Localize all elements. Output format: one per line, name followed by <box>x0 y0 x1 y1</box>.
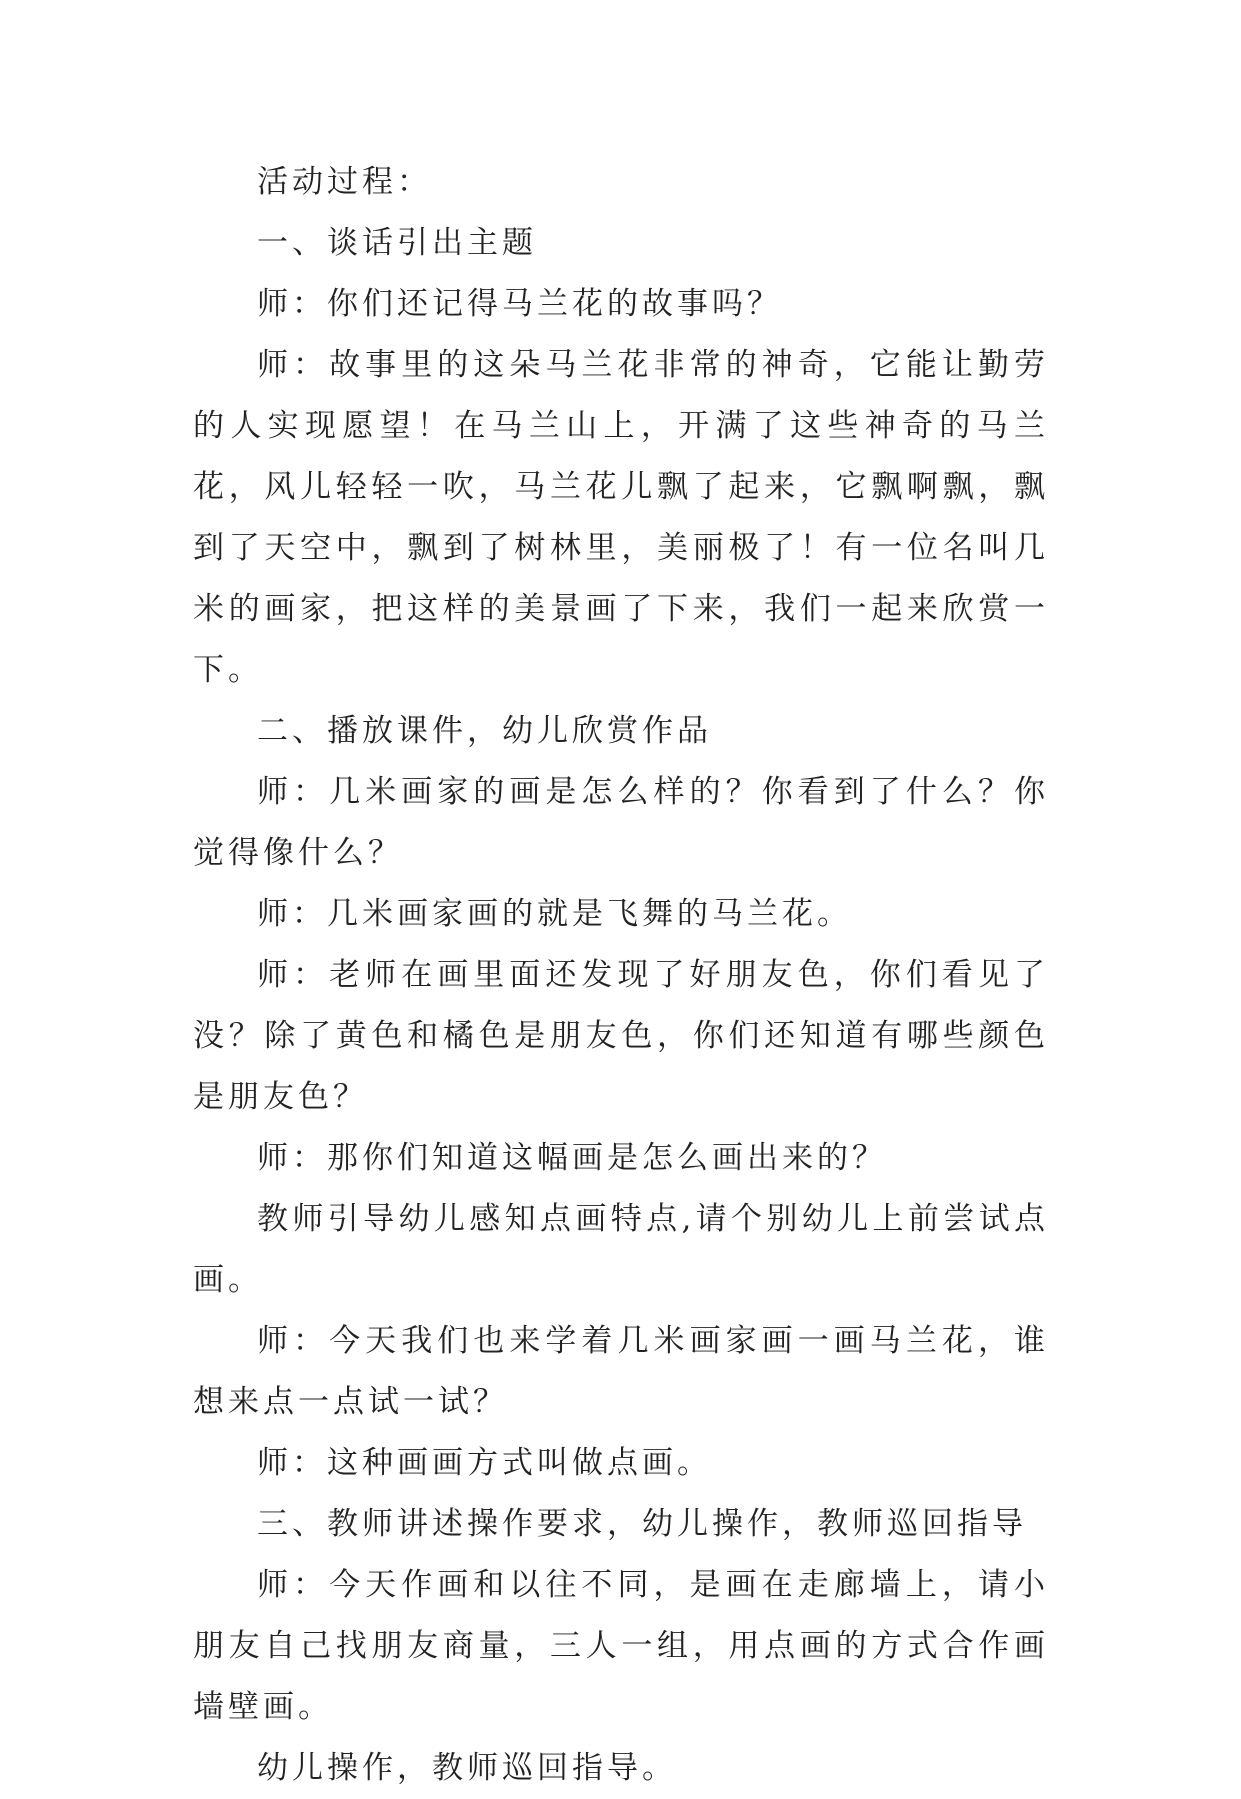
section-heading-3: 三、教师讲述操作要求，幼儿操作，教师巡回指导 <box>257 1506 1027 1542</box>
body-paragraph: 幼儿操作，教师巡回指导。 <box>257 1750 677 1786</box>
body-paragraph: 师：今天我们也来学着几米画家画一画马兰花，谁想来点一点试一试？ <box>193 1323 1049 1420</box>
body-paragraph: 师：你们还记得马兰花的故事吗？ <box>257 286 782 322</box>
section-heading-2: 二、播放课件，幼儿欣赏作品 <box>257 713 712 749</box>
body-paragraph: 师：几米画家画的就是飞舞的马兰花。 <box>257 896 852 932</box>
body-paragraph: 师：老师在画里面还发现了好朋友色，你们看见了没？除了黄色和橘色是朋友色，你们还知道有哪些颜色是朋友色？ <box>193 957 1049 1115</box>
body-paragraph: 师：几米画家的画是怎么样的？你看到了什么？你觉得像什么？ <box>193 774 1049 871</box>
section-heading-1: 一、谈话引出主题 <box>257 225 537 261</box>
body-paragraph: 师：这种画画方式叫做点画。 <box>257 1445 712 1481</box>
section-label-activity-process: 活动过程： <box>257 164 432 200</box>
body-paragraph: 师：今天作画和以往不同，是画在走廊墙上，请小朋友自己找朋友商量，三人一组，用点画的方式合作画墙壁画。 <box>193 1567 1049 1725</box>
body-paragraph: 教师引导幼儿感知点画特点,请个别幼儿上前尝试点画。 <box>193 1201 1049 1298</box>
body-paragraph: 师：故事里的这朵马兰花非常的神奇，它能让勤劳的人实现愿望！在马兰山上，开满了这些神奇的马兰花，风儿轻轻一吹，马兰花儿飘了起来，它飘啊飘，飘到了天空中，飘到了树林里，美丽极了！有一位名叫几米的画家，把这样的美景画了下来，我们一起来欣赏一下。 <box>193 347 1049 688</box>
body-paragraph: 师：那你们知道这幅画是怎么画出来的？ <box>257 1140 887 1176</box>
document-body <box>193 152 1049 1799</box>
